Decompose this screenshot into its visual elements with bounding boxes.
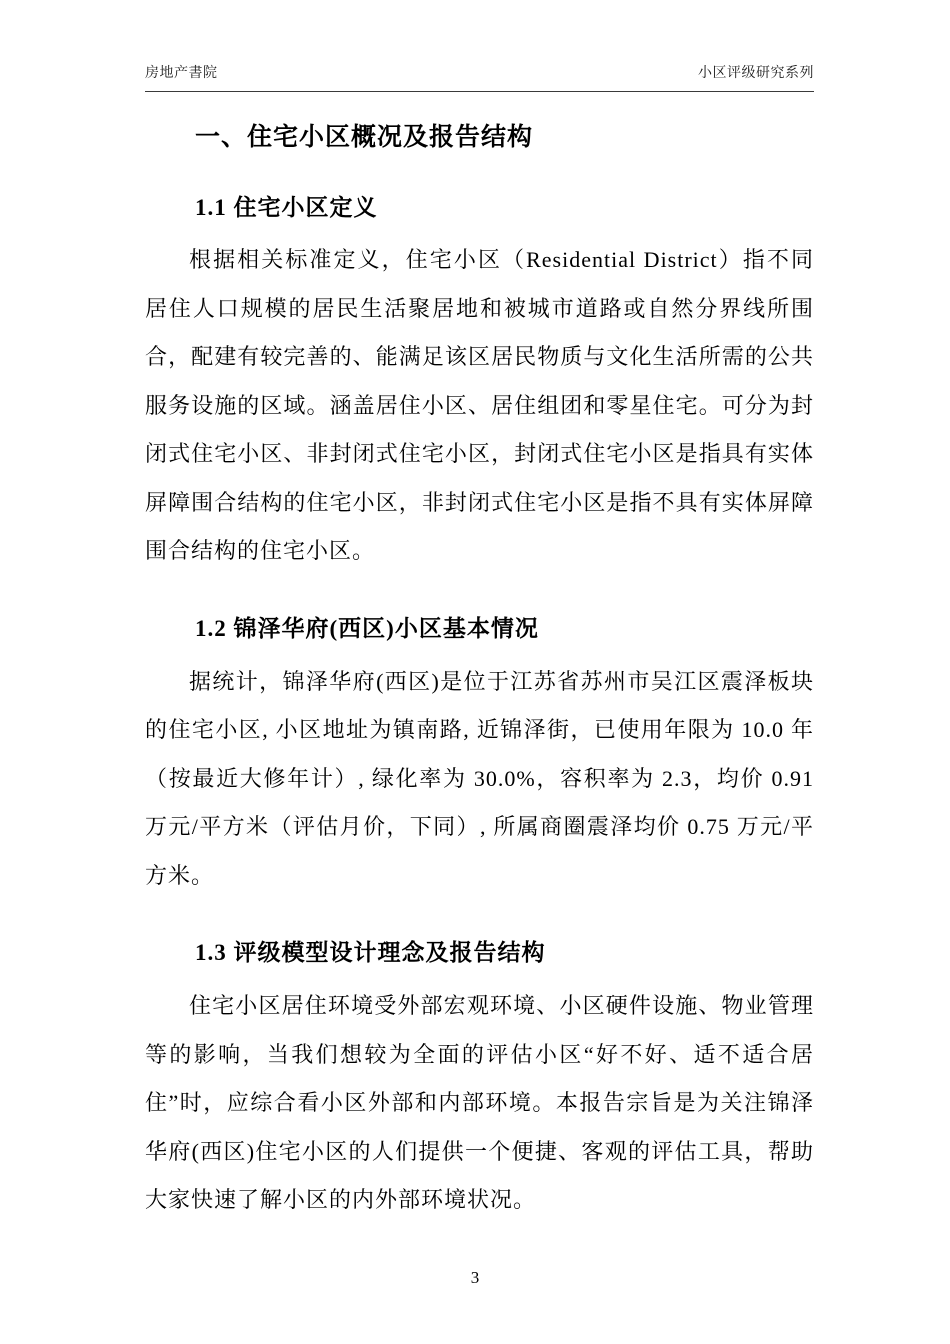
section-paragraph-1-3: 住宅小区居住环境受外部宏观环境、小区硬件设施、物业管理等的影响，当我们想较为全面的评估小区“好不好、适不适合居住”时，应综合看小区外部和内部环境。本报告宗旨是为关注锦泽华府(西区)住宅小区的人们提供一个便捷、客观的评估工具，帮助大家快速了解小区的内外部环境状况。 — [145, 993, 814, 1213]
page-number: 3 — [470, 1268, 480, 1287]
section-heading-1-2: 1.2 锦泽华府(西区)小区基本情况 — [195, 615, 539, 641]
header-left-text: 房地产書院 — [145, 66, 218, 81]
section-paragraph-1-1: 根据相关标准定义，住宅小区（Residential District）指不同居住人口规模的居民生活聚居地和被城市道路或自然分界线所围合，配建有较完善的、能满足该区居民物质与文化生活所需的公共服务设施的区域。涵盖居住小区、居住组团和零星住宅。可分为封闭式住宅小区、非封闭式住宅小区，封闭式住宅小区是指具有实体屏障围合结构的住宅小区，非封闭式住宅小区是指不具有实体屏障围合结构的住宅小区。 — [145, 247, 814, 564]
chapter-title: 一、住宅小区概况及报告结构 — [195, 124, 534, 151]
page-header — [145, 0, 814, 92]
header-right-text: 小区评级研究系列 — [698, 66, 814, 81]
section-heading-1-3: 1.3 评级模型设计理念及报告结构 — [195, 940, 546, 966]
section-1-1 — [145, 193, 814, 576]
section-1-2 — [145, 614, 814, 900]
document-content — [145, 122, 814, 1225]
page-footer — [0, 1268, 950, 1288]
section-paragraph-1-2: 据统计，锦泽华府(西区)是位于江苏省苏州市吴江区震泽板块的住宅小区, 小区地址为镇南路, 近锦泽街，已使用年限为 10.0 年（按最近大修年计）, 绿化率为 30.0%，容积率为 2.3，均价 0.91 万元/平方米（评估月价，下同）, 所属商圈震泽均价 0.75 万元/平方米。 — [145, 668, 814, 888]
section-heading-1-1: 1.1 住宅小区定义 — [195, 194, 378, 220]
section-1-3 — [145, 938, 814, 1224]
